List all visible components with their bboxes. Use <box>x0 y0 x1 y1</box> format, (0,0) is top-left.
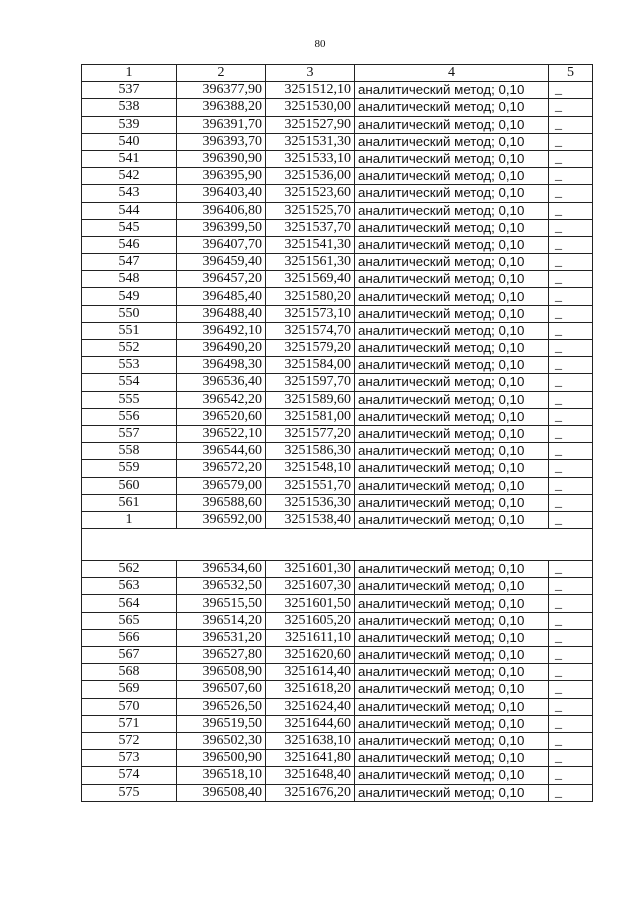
method-accuracy-cell: аналитический метод; 0,10 <box>355 133 549 150</box>
coordinate-y-cell: 3251530,00 <box>266 99 355 116</box>
coordinate-y-cell: 3251536,00 <box>266 168 355 185</box>
note-cell: _ <box>549 150 593 167</box>
coordinate-x-cell: 396531,20 <box>177 629 266 646</box>
point-number-cell: 574 <box>82 767 177 784</box>
page-number: 80 <box>314 38 326 50</box>
table-row <box>82 511 593 528</box>
coordinate-y-cell: 3251641,80 <box>266 750 355 767</box>
coordinate-x-cell: 396536,40 <box>177 374 266 391</box>
point-number-cell: 541 <box>82 150 177 167</box>
method-accuracy-cell: аналитический метод; 0,10 <box>355 477 549 494</box>
table-row <box>82 357 593 374</box>
coordinate-y-cell: 3251676,20 <box>266 784 355 801</box>
coordinate-x-cell: 396403,40 <box>177 185 266 202</box>
point-number-cell: 539 <box>82 116 177 133</box>
note-cell: _ <box>549 254 593 271</box>
note-cell: _ <box>549 133 593 150</box>
method-accuracy-cell: аналитический метод; 0,10 <box>355 715 549 732</box>
coordinate-y-cell: 3251614,40 <box>266 664 355 681</box>
table-row <box>82 460 593 477</box>
note-cell: _ <box>549 425 593 442</box>
method-accuracy-cell: аналитический метод; 0,10 <box>355 612 549 629</box>
table-row <box>82 698 593 715</box>
coordinate-y-cell: 3251523,60 <box>266 185 355 202</box>
point-number-cell: 542 <box>82 168 177 185</box>
method-accuracy-cell: аналитический метод; 0,10 <box>355 150 549 167</box>
table-row <box>82 236 593 253</box>
point-number-cell: 540 <box>82 133 177 150</box>
note-cell: _ <box>549 236 593 253</box>
coordinate-y-cell: 3251548,10 <box>266 460 355 477</box>
note-cell: _ <box>549 340 593 357</box>
method-accuracy-cell: аналитический метод; 0,10 <box>355 698 549 715</box>
method-accuracy-cell: аналитический метод; 0,10 <box>355 99 549 116</box>
coordinate-y-cell: 3251531,30 <box>266 133 355 150</box>
coordinate-y-cell: 3251573,10 <box>266 305 355 322</box>
note-cell: _ <box>549 698 593 715</box>
method-accuracy-cell: аналитический метод; 0,10 <box>355 288 549 305</box>
method-accuracy-cell: аналитический метод; 0,10 <box>355 374 549 391</box>
method-accuracy-cell: аналитический метод; 0,10 <box>355 511 549 528</box>
note-cell: _ <box>549 750 593 767</box>
coordinate-y-cell: 3251618,20 <box>266 681 355 698</box>
coordinate-y-cell: 3251569,40 <box>266 271 355 288</box>
point-number-cell: 568 <box>82 664 177 681</box>
coordinate-x-cell: 396592,00 <box>177 511 266 528</box>
method-accuracy-cell: аналитический метод; 0,10 <box>355 340 549 357</box>
coordinate-y-cell: 3251638,10 <box>266 732 355 749</box>
method-accuracy-cell: аналитический метод; 0,10 <box>355 168 549 185</box>
point-number-cell: 545 <box>82 219 177 236</box>
coordinate-x-cell: 396395,90 <box>177 168 266 185</box>
method-accuracy-cell: аналитический метод; 0,10 <box>355 185 549 202</box>
table-row <box>82 271 593 288</box>
coordinate-y-cell: 3251607,30 <box>266 578 355 595</box>
method-accuracy-cell: аналитический метод; 0,10 <box>355 732 549 749</box>
coordinate-y-cell: 3251597,70 <box>266 374 355 391</box>
note-cell: _ <box>549 305 593 322</box>
point-number-cell: 553 <box>82 357 177 374</box>
coordinate-y-cell: 3251601,30 <box>266 561 355 578</box>
point-number-cell: 544 <box>82 202 177 219</box>
table-row <box>82 443 593 460</box>
point-number-cell: 548 <box>82 271 177 288</box>
method-accuracy-cell: аналитический метод; 0,10 <box>355 305 549 322</box>
point-number-cell: 575 <box>82 784 177 801</box>
coordinate-x-cell: 396457,20 <box>177 271 266 288</box>
table-row <box>82 647 593 664</box>
table-row <box>82 578 593 595</box>
method-accuracy-cell: аналитический метод; 0,10 <box>355 322 549 339</box>
coordinate-x-cell: 396527,80 <box>177 647 266 664</box>
table-row <box>82 305 593 322</box>
header-col-1: 1 <box>82 65 177 82</box>
table-row <box>82 750 593 767</box>
method-accuracy-cell: аналитический метод; 0,10 <box>355 254 549 271</box>
point-number-cell: 562 <box>82 561 177 578</box>
method-accuracy-cell: аналитический метод; 0,10 <box>355 595 549 612</box>
coordinate-x-cell: 396507,60 <box>177 681 266 698</box>
table-row <box>82 408 593 425</box>
point-number-cell: 558 <box>82 443 177 460</box>
table-row <box>82 168 593 185</box>
note-cell: _ <box>549 629 593 646</box>
point-number-cell: 550 <box>82 305 177 322</box>
method-accuracy-cell: аналитический метод; 0,10 <box>355 425 549 442</box>
point-number-cell: 543 <box>82 185 177 202</box>
coordinate-y-cell: 3251611,10 <box>266 629 355 646</box>
coordinate-x-cell: 396407,70 <box>177 236 266 253</box>
point-number-cell: 567 <box>82 647 177 664</box>
coordinate-y-cell: 3251551,70 <box>266 477 355 494</box>
coordinate-x-cell: 396459,40 <box>177 254 266 271</box>
table-row <box>82 494 593 511</box>
table-row <box>82 82 593 99</box>
note-cell: _ <box>549 288 593 305</box>
note-cell: _ <box>549 561 593 578</box>
point-number-cell: 565 <box>82 612 177 629</box>
method-accuracy-cell: аналитический метод; 0,10 <box>355 561 549 578</box>
coordinate-x-cell: 396391,70 <box>177 116 266 133</box>
note-cell: _ <box>549 391 593 408</box>
table-row <box>82 732 593 749</box>
coordinate-y-cell: 3251589,60 <box>266 391 355 408</box>
coordinate-x-cell: 396485,40 <box>177 288 266 305</box>
method-accuracy-cell: аналитический метод; 0,10 <box>355 767 549 784</box>
table-row <box>82 425 593 442</box>
coordinate-y-cell: 3251537,70 <box>266 219 355 236</box>
table-row <box>82 391 593 408</box>
table-row <box>82 767 593 784</box>
coordinate-y-cell: 3251579,20 <box>266 340 355 357</box>
coordinate-x-cell: 396542,20 <box>177 391 266 408</box>
note-cell: _ <box>549 715 593 732</box>
point-number-cell: 561 <box>82 494 177 511</box>
note-cell: _ <box>549 185 593 202</box>
table-row <box>82 150 593 167</box>
method-accuracy-cell: аналитический метод; 0,10 <box>355 681 549 698</box>
coordinate-x-cell: 396406,80 <box>177 202 266 219</box>
point-number-cell: 555 <box>82 391 177 408</box>
point-number-cell: 552 <box>82 340 177 357</box>
coordinate-x-cell: 396522,10 <box>177 425 266 442</box>
note-cell: _ <box>549 322 593 339</box>
method-accuracy-cell: аналитический метод; 0,10 <box>355 202 549 219</box>
table-row <box>82 715 593 732</box>
table-row <box>82 374 593 391</box>
point-number-cell: 566 <box>82 629 177 646</box>
note-cell: _ <box>549 477 593 494</box>
point-number-cell: 547 <box>82 254 177 271</box>
coordinate-x-cell: 396514,20 <box>177 612 266 629</box>
method-accuracy-cell: аналитический метод; 0,10 <box>355 460 549 477</box>
note-cell: _ <box>549 374 593 391</box>
header-col-5: 5 <box>549 65 593 82</box>
header-col-3: 3 <box>266 65 355 82</box>
coordinate-x-cell: 396508,90 <box>177 664 266 681</box>
point-number-cell: 560 <box>82 477 177 494</box>
table-row <box>82 99 593 116</box>
coordinate-x-cell: 396532,50 <box>177 578 266 595</box>
point-number-cell: 551 <box>82 322 177 339</box>
table-row <box>82 202 593 219</box>
coordinate-x-cell: 396377,90 <box>177 82 266 99</box>
method-accuracy-cell: аналитический метод; 0,10 <box>355 443 549 460</box>
point-number-cell: 573 <box>82 750 177 767</box>
coordinate-x-cell: 396519,50 <box>177 715 266 732</box>
header-col-2: 2 <box>177 65 266 82</box>
method-accuracy-cell: аналитический метод; 0,10 <box>355 236 549 253</box>
method-accuracy-cell: аналитический метод; 0,10 <box>355 664 549 681</box>
coordinate-y-cell: 3251584,00 <box>266 357 355 374</box>
point-number-cell: 556 <box>82 408 177 425</box>
note-cell: _ <box>549 732 593 749</box>
note-cell: _ <box>549 647 593 664</box>
coordinate-x-cell: 396515,50 <box>177 595 266 612</box>
point-number-cell: 549 <box>82 288 177 305</box>
coordinate-x-cell: 396572,20 <box>177 460 266 477</box>
coordinate-x-cell: 396388,20 <box>177 99 266 116</box>
point-number-cell: 557 <box>82 425 177 442</box>
separator-row <box>82 529 593 561</box>
method-accuracy-cell: аналитический метод; 0,10 <box>355 408 549 425</box>
method-accuracy-cell: аналитический метод; 0,10 <box>355 82 549 99</box>
coordinate-y-cell: 3251525,70 <box>266 202 355 219</box>
point-number-cell: 538 <box>82 99 177 116</box>
table-row <box>82 595 593 612</box>
note-cell: _ <box>549 219 593 236</box>
coordinate-x-cell: 396508,40 <box>177 784 266 801</box>
point-number-cell: 563 <box>82 578 177 595</box>
point-number-cell: 571 <box>82 715 177 732</box>
note-cell: _ <box>549 784 593 801</box>
separator-cell <box>82 529 593 561</box>
table-row <box>82 219 593 236</box>
header-row <box>82 65 593 82</box>
point-number-cell: 537 <box>82 82 177 99</box>
coordinate-x-cell: 396520,60 <box>177 408 266 425</box>
note-cell: _ <box>549 99 593 116</box>
coordinate-y-cell: 3251533,10 <box>266 150 355 167</box>
coordinate-x-cell: 396393,70 <box>177 133 266 150</box>
method-accuracy-cell: аналитический метод; 0,10 <box>355 271 549 288</box>
note-cell: _ <box>549 116 593 133</box>
table-row <box>82 254 593 271</box>
coordinate-x-cell: 396526,50 <box>177 698 266 715</box>
note-cell: _ <box>549 595 593 612</box>
method-accuracy-cell: аналитический метод; 0,10 <box>355 784 549 801</box>
coordinate-y-cell: 3251561,30 <box>266 254 355 271</box>
coordinate-x-cell: 396502,30 <box>177 732 266 749</box>
coordinate-y-cell: 3251574,70 <box>266 322 355 339</box>
coordinate-x-cell: 396579,00 <box>177 477 266 494</box>
note-cell: _ <box>549 494 593 511</box>
point-number-cell: 570 <box>82 698 177 715</box>
note-cell: _ <box>549 681 593 698</box>
note-cell: _ <box>549 202 593 219</box>
coordinate-x-cell: 396490,20 <box>177 340 266 357</box>
coordinate-y-cell: 3251624,40 <box>266 698 355 715</box>
table-row <box>82 185 593 202</box>
coordinate-y-cell: 3251577,20 <box>266 425 355 442</box>
coordinate-x-cell: 396500,90 <box>177 750 266 767</box>
table-row <box>82 784 593 801</box>
coordinate-y-cell: 3251620,60 <box>266 647 355 664</box>
note-cell: _ <box>549 271 593 288</box>
coordinate-x-cell: 396492,10 <box>177 322 266 339</box>
note-cell: _ <box>549 578 593 595</box>
table-row <box>82 629 593 646</box>
table-row <box>82 681 593 698</box>
note-cell: _ <box>549 82 593 99</box>
table-row <box>82 116 593 133</box>
method-accuracy-cell: аналитический метод; 0,10 <box>355 357 549 374</box>
coordinates-table <box>81 64 593 802</box>
coordinate-x-cell: 396518,10 <box>177 767 266 784</box>
note-cell: _ <box>549 664 593 681</box>
method-accuracy-cell: аналитический метод; 0,10 <box>355 629 549 646</box>
coordinate-y-cell: 3251586,30 <box>266 443 355 460</box>
note-cell: _ <box>549 767 593 784</box>
coordinate-y-cell: 3251605,20 <box>266 612 355 629</box>
note-cell: _ <box>549 511 593 528</box>
table-row <box>82 133 593 150</box>
header-col-4: 4 <box>355 65 549 82</box>
method-accuracy-cell: аналитический метод; 0,10 <box>355 578 549 595</box>
coordinate-y-cell: 3251538,40 <box>266 511 355 528</box>
coordinate-y-cell: 3251601,50 <box>266 595 355 612</box>
table-body <box>82 82 593 802</box>
note-cell: _ <box>549 408 593 425</box>
coordinate-x-cell: 396544,60 <box>177 443 266 460</box>
table-row <box>82 477 593 494</box>
method-accuracy-cell: аналитический метод; 0,10 <box>355 116 549 133</box>
table-row <box>82 561 593 578</box>
coordinate-y-cell: 3251644,60 <box>266 715 355 732</box>
coordinate-x-cell: 396399,50 <box>177 219 266 236</box>
point-number-cell: 572 <box>82 732 177 749</box>
point-number-cell: 559 <box>82 460 177 477</box>
coordinate-y-cell: 3251581,00 <box>266 408 355 425</box>
table-row <box>82 288 593 305</box>
coordinate-y-cell: 3251512,10 <box>266 82 355 99</box>
point-number-cell: 546 <box>82 236 177 253</box>
coordinate-x-cell: 396498,30 <box>177 357 266 374</box>
coordinate-y-cell: 3251580,20 <box>266 288 355 305</box>
table-row <box>82 340 593 357</box>
coordinate-x-cell: 396390,90 <box>177 150 266 167</box>
method-accuracy-cell: аналитический метод; 0,10 <box>355 219 549 236</box>
table-row <box>82 612 593 629</box>
method-accuracy-cell: аналитический метод; 0,10 <box>355 647 549 664</box>
point-number-cell: 554 <box>82 374 177 391</box>
point-number-cell: 1 <box>82 511 177 528</box>
note-cell: _ <box>549 168 593 185</box>
coordinate-y-cell: 3251541,30 <box>266 236 355 253</box>
point-number-cell: 569 <box>82 681 177 698</box>
coordinate-x-cell: 396488,40 <box>177 305 266 322</box>
coordinate-x-cell: 396534,60 <box>177 561 266 578</box>
note-cell: _ <box>549 612 593 629</box>
coordinate-y-cell: 3251536,30 <box>266 494 355 511</box>
method-accuracy-cell: аналитический метод; 0,10 <box>355 391 549 408</box>
note-cell: _ <box>549 460 593 477</box>
method-accuracy-cell: аналитический метод; 0,10 <box>355 750 549 767</box>
note-cell: _ <box>549 357 593 374</box>
note-cell: _ <box>549 443 593 460</box>
coordinate-y-cell: 3251648,40 <box>266 767 355 784</box>
table-row <box>82 322 593 339</box>
point-number-cell: 564 <box>82 595 177 612</box>
method-accuracy-cell: аналитический метод; 0,10 <box>355 494 549 511</box>
table-row <box>82 664 593 681</box>
coordinate-y-cell: 3251527,90 <box>266 116 355 133</box>
coordinate-x-cell: 396588,60 <box>177 494 266 511</box>
